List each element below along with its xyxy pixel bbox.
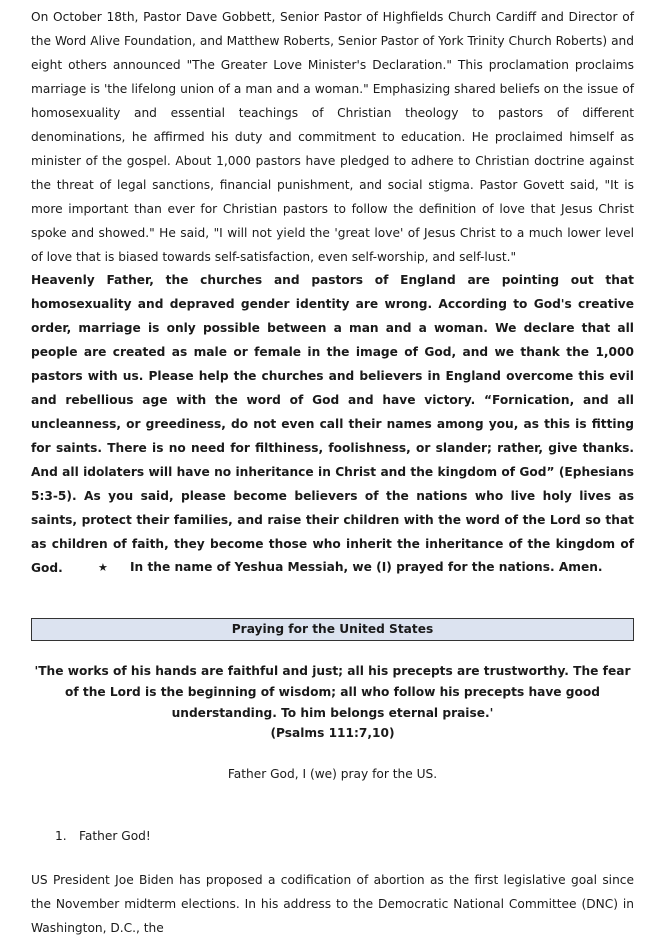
paragraph-prayer-england: Heavenly Father, the churches and pastors of England are pointing out that homosexuality and depraved gender identity are wrong. According to God's creative order, marriage is only possible between a man and a woman. We declare that all people are created as male or female in the image of God, and we thank the 1,000 pastors with us. Please help the churches and believers in England overcome this evil and rebellious age with the word of God and have victory. “Fornication, and all uncleanness, or greediness, do not even call their names among you, as this is fitting for saints. There is no need for filthiness, foolishness, or slander; rather, give thanks. And all idolaters will have no inheritance in Christ and the kingdom of God” (Ephesians 5:3-5). As you said, please become believers of the nations who live holy lives as saints, protect their families, and raise their children with the word of the Lord so that as children of faith, they become those who inherit the inheritance of the kingdom of God.: [31, 273, 634, 575]
prayer-intro-line: Father God, I (we) pray for the US.: [227, 767, 438, 781]
paragraph-declaration-news: On October 18th, Pastor Dave Gobbett, Senior Pastor of Highfields Church Cardiff and Director of the Word Alive Foundation, and Matthew Roberts, Senior Pastor of York Trinity Church Roberts) and eight others announced "The Greater Love Minister's Declaration." This proclamation proclaims marriage is 'the lifelong union of a man and a woman." Emphasizing shared beliefs on the issue of homosexuality and essential teachings of Christian theology to pastors of different denominations, he affirmed his duty and commitment to education. He proclaimed himself as minister of the gospel. About 1,000 pastors have pledged to adhere to Christian doctrine against the threat of legal sanctions, financial punishment, and social stigma. Pastor Govett said, "It is more important than ever for Christian pastors to follow the definition of love that Jesus Christ spoke and showed." He said, "I will not yield the 'great love' of Jesus Christ to a much lower level of love that is biased towards self-satisfaction, even self-worship, and self-lust.": [31, 10, 634, 264]
list-item: [55, 826, 151, 847]
section-header-united-states: Praying for the United States: [31, 618, 634, 641]
list-item-number: 1.: [55, 829, 67, 843]
star-icon: ★: [98, 561, 108, 574]
amen-line: [98, 555, 603, 580]
scripture-reference: (Psalms 111:7,10): [270, 726, 395, 740]
list-item-text: Father God!: [79, 829, 151, 843]
scripture-quote: 'The works of his hands are faithful and just; all his precepts are trustworthy. The fear of the Lord is the beginning of wisdom; all who follow his precepts have good understanding. To him belongs eternal praise.': [34, 664, 631, 720]
amen-text: In the name of Yeshua Messiah, we (I) prayed for the nations. Amen.: [130, 560, 603, 574]
paragraph-us-abortion-news: US President Joe Biden has proposed a codification of abortion as the first legislative goal since the November midterm elections. In his address to the Democratic National Committee (DNC) in Washington, D.C., the: [31, 873, 634, 935]
